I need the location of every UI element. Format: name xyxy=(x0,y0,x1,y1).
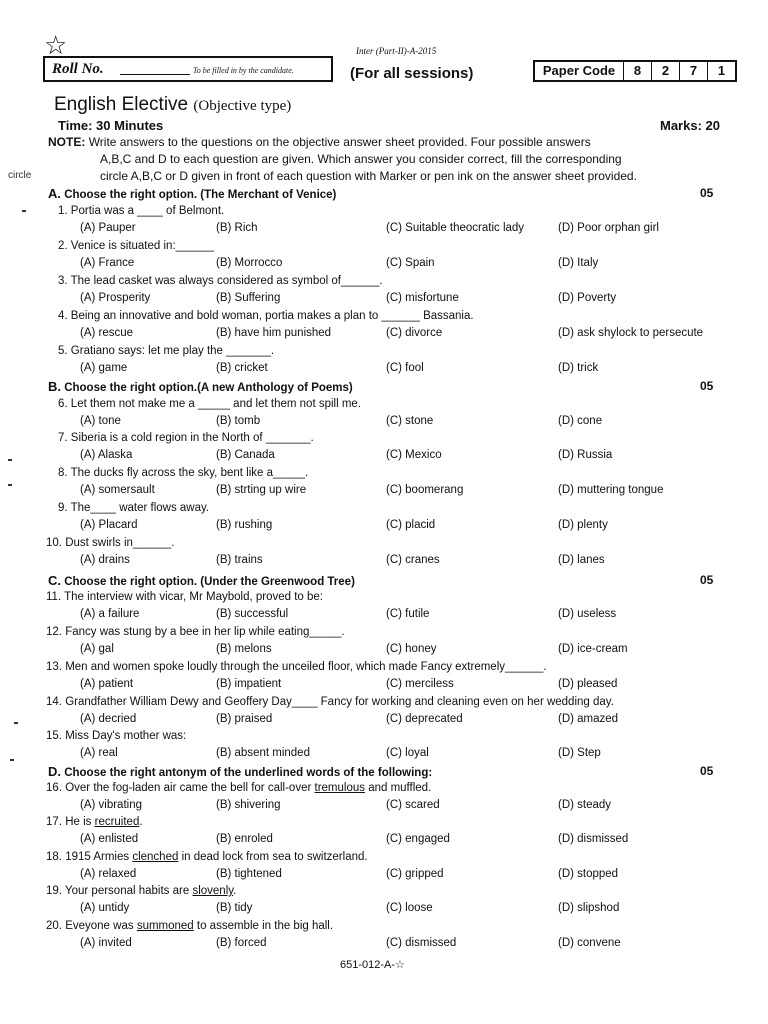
answer-option[interactable]: (C) misfortune xyxy=(386,292,459,304)
total-marks: Marks: 20 xyxy=(660,118,720,133)
answer-option[interactable]: (D) Poverty xyxy=(558,292,617,304)
question-text xyxy=(58,310,474,322)
answer-option[interactable]: (D) ice-cream xyxy=(558,643,628,655)
underlined-word: clenched xyxy=(132,851,179,863)
answer-option[interactable]: (B) trains xyxy=(216,554,263,566)
answer-option[interactable]: (B) rushing xyxy=(216,519,273,531)
section-title: Choose the right option.(A new Anthology of Poems) xyxy=(64,382,353,394)
answer-option[interactable]: (D) Russia xyxy=(558,449,613,461)
question-stem: Siberia is a cold region in the North of _______. xyxy=(70,432,314,444)
question-number: 6. xyxy=(58,398,68,410)
answer-option[interactable]: (B) tightened xyxy=(216,868,282,880)
question-text xyxy=(46,851,368,863)
question-stem: Portia was a ____ of Belmont. xyxy=(70,205,225,217)
question-text xyxy=(46,730,186,742)
answer-option[interactable]: (B) tomb xyxy=(216,415,261,427)
question-text xyxy=(58,467,308,479)
answer-option[interactable]: (A) Pauper xyxy=(80,222,136,234)
answer-option[interactable]: (A) France xyxy=(80,257,135,269)
question-stem: . xyxy=(233,885,237,897)
question-number: 19. xyxy=(46,885,62,897)
section-letter: A. xyxy=(48,186,61,201)
answer-option[interactable]: (D) trick xyxy=(558,362,599,374)
question-text xyxy=(58,345,274,357)
underlined-word: summoned xyxy=(136,920,194,932)
answer-option[interactable]: (A) patient xyxy=(80,678,134,690)
question-text xyxy=(46,696,614,708)
roll-number-label: Roll No. xyxy=(52,61,104,77)
answer-option[interactable]: (A) enlisted xyxy=(80,833,139,845)
paper-code-label: Paper Code xyxy=(535,62,624,80)
question-stem: Being an innovative and bold woman, portia makes a plan to ______ Bassania. xyxy=(70,310,474,322)
section-heading xyxy=(48,764,432,779)
question-stem: Grandfather William Dewy and Geoffery Day____ Fancy for working and cleaning even on her wedding day. xyxy=(65,696,614,708)
instructions-note xyxy=(48,134,637,185)
answer-option[interactable]: (B) cricket xyxy=(216,362,268,374)
question-number: 5. xyxy=(58,345,68,357)
star-icon: ☆ xyxy=(44,31,68,61)
answer-option[interactable]: (A) relaxed xyxy=(80,868,137,880)
answer-option[interactable]: (D) useless xyxy=(558,608,617,620)
question-stem: Men and women spoke loudly through the unceiled floor, which made Fancy extremely______. xyxy=(65,661,547,673)
exam-name: Inter (Part-II)-A-2015 xyxy=(356,46,437,56)
answer-option[interactable]: (C) merciless xyxy=(386,678,454,690)
question-text xyxy=(58,205,224,217)
answer-option[interactable]: (C) divorce xyxy=(386,327,443,339)
answer-option[interactable]: (B) have him punished xyxy=(216,327,332,339)
question-text xyxy=(58,275,383,287)
question-number: 20. xyxy=(46,920,62,932)
question-number: 7. xyxy=(58,432,68,444)
question-number: 9. xyxy=(58,502,68,514)
question-number: 11. xyxy=(46,591,62,603)
question-stem: Let them not make me a _____ and let them not spill me. xyxy=(70,398,362,410)
section-points: 05 xyxy=(700,186,714,200)
answer-option[interactable]: (D) lanes xyxy=(558,554,605,566)
section-title: Choose the right antonym of the underlined words of the following: xyxy=(64,767,433,779)
section-letter: B. xyxy=(48,379,61,394)
section-points: 05 xyxy=(700,764,714,778)
answer-option[interactable]: (B) Morrocco xyxy=(216,257,283,269)
answer-option[interactable]: (D) steady xyxy=(558,799,612,811)
paper-code-box xyxy=(533,60,737,82)
question-stem: Dust swirls in______. xyxy=(65,537,175,549)
answer-option[interactable]: (C) Suitable theocratic lady xyxy=(386,222,525,234)
answer-option[interactable]: (C) placid xyxy=(386,519,436,531)
underlined-word: recruited xyxy=(94,816,140,828)
margin-mark xyxy=(22,210,26,212)
answer-option[interactable]: (A) real xyxy=(80,747,118,759)
answer-option[interactable]: (D) convene xyxy=(558,937,621,949)
question-number: 12. xyxy=(46,626,62,638)
answer-option[interactable]: (C) gripped xyxy=(386,868,444,880)
answer-option[interactable]: (B) melons xyxy=(216,643,272,655)
answer-option[interactable]: (D) ask shylock to persecute xyxy=(558,327,704,339)
answer-option[interactable]: (D) dismissed xyxy=(558,833,629,845)
answer-option[interactable]: (C) stone xyxy=(386,415,434,427)
answer-option[interactable]: (D) Poor orphan girl xyxy=(558,222,659,234)
question-number: 16. xyxy=(46,782,62,794)
answer-option[interactable]: (C) Spain xyxy=(386,257,435,269)
answer-option[interactable]: (A) untidy xyxy=(80,902,130,914)
question-text xyxy=(46,591,323,603)
answer-option[interactable]: (A) game xyxy=(80,362,128,374)
answer-option[interactable]: (B) strting up wire xyxy=(216,484,307,496)
question-stem: Gratiano says: let me play the _______. xyxy=(70,345,275,357)
question-number: 17. xyxy=(46,816,62,828)
answer-option[interactable]: (B) enroled xyxy=(216,833,273,845)
answer-option[interactable]: (D) cone xyxy=(558,415,603,427)
question-text xyxy=(58,398,361,410)
section-points: 05 xyxy=(700,379,714,393)
section-points: 05 xyxy=(700,573,714,587)
footer-code: 651-012-A-☆ xyxy=(340,959,405,971)
question-number: 18. xyxy=(46,851,62,863)
answer-option[interactable]: (B) successful xyxy=(216,608,289,620)
answer-option[interactable]: (C) engaged xyxy=(386,833,450,845)
question-stem: Eveyone was xyxy=(65,920,137,932)
section-title: Choose the right option. (The Merchant of Venice) xyxy=(64,189,337,201)
answer-option[interactable]: (C) scared xyxy=(386,799,440,811)
section-heading xyxy=(48,186,336,201)
question-stem: Miss Day's mother was: xyxy=(65,730,187,742)
answer-option[interactable]: (A) tone xyxy=(80,415,121,427)
section-heading xyxy=(48,379,353,394)
question-text xyxy=(46,626,345,638)
answer-option[interactable]: (D) slipshod xyxy=(558,902,620,914)
answer-option[interactable]: (C) deprecated xyxy=(386,713,463,725)
question-stem: . xyxy=(139,816,143,828)
answer-option[interactable]: (C) dismissed xyxy=(386,937,457,949)
question-number: 3. xyxy=(58,275,68,287)
answer-option[interactable]: (D) plenty xyxy=(558,519,608,531)
answer-option[interactable]: (C) honey xyxy=(386,643,437,655)
section-letter: C. xyxy=(48,573,61,588)
answer-option[interactable]: (A) Alaska xyxy=(80,449,133,461)
question-stem: to assemble in the big hall. xyxy=(193,920,334,932)
section-letter: D. xyxy=(48,764,61,779)
answer-option[interactable]: (C) cranes xyxy=(386,554,440,566)
question-stem: The lead casket was always considered as symbol of______. xyxy=(70,275,383,287)
answer-option[interactable]: (A) decried xyxy=(80,713,137,725)
sessions-label: (For all sessions) xyxy=(350,65,474,82)
answer-option[interactable]: (C) Mexico xyxy=(386,449,442,461)
question-text xyxy=(46,920,333,932)
answer-option[interactable]: (D) Italy xyxy=(558,257,599,269)
answer-option[interactable]: (B) Suffering xyxy=(216,292,281,304)
answer-option[interactable]: (B) shivering xyxy=(216,799,281,811)
answer-option[interactable]: (D) muttering tongue xyxy=(558,484,664,496)
question-text xyxy=(46,816,143,828)
roll-number-note: To be filled in by the candidate. xyxy=(193,66,294,75)
question-stem: 1915 Armies xyxy=(65,851,133,863)
question-stem: and muffled. xyxy=(365,782,432,794)
question-text xyxy=(46,537,175,549)
answer-option[interactable]: (D) Step xyxy=(558,747,601,759)
question-stem: Venice is situated in:______ xyxy=(70,240,215,252)
answer-option[interactable]: (C) loyal xyxy=(386,747,429,759)
answer-option[interactable]: (C) loose xyxy=(386,902,433,914)
answer-option[interactable]: (A) Placard xyxy=(80,519,138,531)
subject-name: English Elective xyxy=(54,94,189,115)
answer-option[interactable]: (A) somersault xyxy=(80,484,155,496)
question-number: 14. xyxy=(46,696,62,708)
underlined-word: slovenly xyxy=(192,885,234,897)
answer-option[interactable]: (B) forced xyxy=(216,937,267,949)
answer-option[interactable]: (B) Rich xyxy=(216,222,258,234)
answer-option[interactable]: (B) Canada xyxy=(216,449,275,461)
paper-code-digit: 1 xyxy=(717,63,726,78)
margin-mark xyxy=(14,722,18,724)
subject-title xyxy=(54,94,291,116)
answer-option[interactable]: (B) praised xyxy=(216,713,273,725)
question-number: 10. xyxy=(46,537,62,549)
answer-option[interactable]: (D) pleased xyxy=(558,678,618,690)
question-stem: in dead lock from sea to switzerland. xyxy=(178,851,368,863)
question-number: 8. xyxy=(58,467,68,479)
answer-option[interactable]: (A) gal xyxy=(80,643,114,655)
note-label: NOTE: xyxy=(48,135,86,149)
question-text xyxy=(58,432,314,444)
answer-option[interactable]: (A) invited xyxy=(80,937,132,949)
answer-option[interactable]: (A) vibrating xyxy=(80,799,142,811)
question-stem: Fancy was stung by a bee in her lip while eating_____. xyxy=(65,626,345,638)
question-number: 1. xyxy=(58,205,68,217)
paper-code-digit: 8 xyxy=(624,62,652,80)
question-number: 4. xyxy=(58,310,68,322)
time-allowed: Time: 30 Minutes xyxy=(58,118,164,133)
question-number: 15. xyxy=(46,730,62,742)
question-text xyxy=(46,782,431,794)
answer-option[interactable]: (C) futile xyxy=(386,608,430,620)
question-stem: Your personal habits are xyxy=(65,885,193,897)
paper-type: (Objective type) xyxy=(193,98,292,114)
answer-option[interactable]: (C) boomerang xyxy=(386,484,464,496)
question-text xyxy=(46,661,547,673)
note-line: Write answers to the questions on the objective answer sheet provided. Four possible answers xyxy=(88,135,591,149)
margin-mark xyxy=(10,759,14,761)
section-heading xyxy=(48,573,355,588)
question-stem: The____ water flows away. xyxy=(70,502,210,514)
answer-option[interactable]: (B) tidy xyxy=(216,902,253,914)
answer-option[interactable]: (A) rescue xyxy=(80,327,134,339)
question-text xyxy=(58,502,209,514)
answer-option[interactable]: (C) fool xyxy=(386,362,424,374)
margin-mark xyxy=(8,484,12,486)
question-text xyxy=(46,885,236,897)
question-stem: He is xyxy=(65,816,95,828)
underlined-word: tremulous xyxy=(314,782,365,794)
margin-mark xyxy=(8,459,12,461)
answer-option[interactable]: (B) absent minded xyxy=(216,747,310,759)
note-line: A,B,C and D to each question are given. Which answer you consider correct, fill the corresponding xyxy=(100,152,622,166)
note-line: circle A,B,C or D given in front of each question with Marker or pen ink on the answer sheet provided. xyxy=(100,169,637,183)
answer-option[interactable]: (A) a failure xyxy=(80,608,140,620)
answer-option[interactable]: (A) Prosperity xyxy=(80,292,151,304)
question-stem: The ducks fly across the sky, bent like a_____. xyxy=(70,467,309,479)
roll-number-field[interactable] xyxy=(120,74,190,75)
answer-option[interactable]: (B) impatient xyxy=(216,678,282,690)
answer-option[interactable]: (D) amazed xyxy=(558,713,619,725)
section-title: Choose the right option. (Under the Greenwood Tree) xyxy=(64,576,355,588)
paper-code-digit: 7 xyxy=(680,62,708,80)
paper-code-digit: 2 xyxy=(652,62,680,80)
question-stem: The interview with vicar, Mr Maybold, proved to be: xyxy=(64,591,323,603)
question-stem: Over the fog-laden air came the bell for call-over xyxy=(65,782,315,794)
margin-circle-note: circle xyxy=(8,170,32,181)
question-number: 13. xyxy=(46,661,62,673)
question-text xyxy=(58,240,214,252)
answer-option[interactable]: (D) stopped xyxy=(558,868,619,880)
question-number: 2. xyxy=(58,240,68,252)
answer-option[interactable]: (A) drains xyxy=(80,554,130,566)
